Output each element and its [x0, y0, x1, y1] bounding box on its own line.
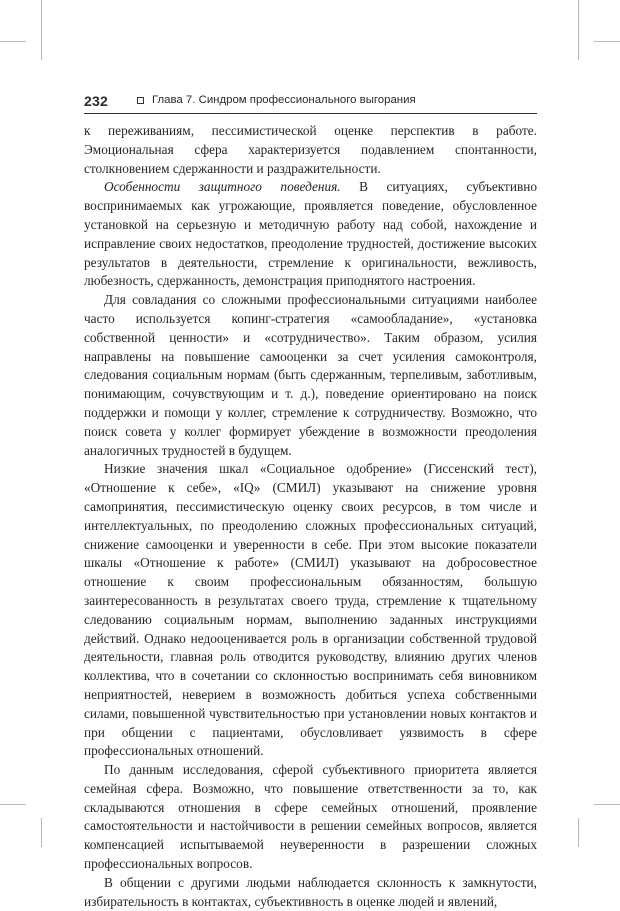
crop-mark-bottom-left-horizontal	[0, 804, 26, 805]
paragraph-text: Низкие значения шкал «Социальное одобрение» (Гиссенский тест), «Отношение к себе», «IQ» (СМИЛ) указывают на снижение уровня самопринятия, пессимистическую оценку своих ресурсов, в том числе и интеллектуальных, по преодолению сложных профессиональных ситуаций, снижение самооценки и уверенности в себе. При этом высокие показатели шкалы «Отношение к работе» (СМИЛ) указывают на добросовестное отношение к своим профессиональным обязанностям, большую заинтересованность в результатах своего труда, стремление к тщательному следованию социальным нормам, выполнению заданных инструкциями действий. Однако недооценивается роль в организации собственной трудовой деятельности, главная роль отводится руководству, влиянию других членов коллектива, что в сочетании со склонностью воспринимать себя виновником неприятностей, неверием в возможность добиться успеха собственными силами, повышенной чувствительностью при установлении новых контактов и при общении с пациентами, обусловливает уязвимость в сфере профессиональных отношений.	[84, 461, 537, 759]
crop-mark-top-left-vertical	[41, 0, 42, 60]
paragraph	[84, 122, 537, 178]
crop-mark-top-right-vertical	[578, 0, 579, 60]
paragraph	[84, 178, 537, 291]
paragraph	[84, 761, 537, 874]
paragraph-text: В общении с другими людьми наблюдается склонность к замкнутости, избирательность в контактах, субъективность в оценке людей и явлений,	[84, 874, 537, 909]
crop-mark-bottom-right-vertical	[578, 818, 579, 847]
paragraph-text: В ситуациях, субъективно воспринимаемых как угрожающие, проявляется поведение, обусловленное установкой на серьезную и методичную работу над собой, нахождение и исправление своих недостатков, преодоление трудностей, достижение высоких результатов в деятельности, стремление к оригинальности, вежливость, любезность, сдержанность, демонстрация приподнятого настроения.	[84, 179, 538, 289]
header-rule	[84, 113, 537, 114]
paragraph-text: к переживаниям, пессимистической оценке перспектив в работе. Эмоциональная сфера характеризуется подавлением спонтанности, столкновением сдержанности и раздражительности.	[84, 123, 537, 176]
paragraph-text: Для совладания со сложными профессиональными ситуациями наиболее часто используется копинг-стратегия «самообладание», «установка собственной ценности» и «сотрудничество». Таким образом, усилия направлены на повышение самооценки за счет усиления самоконтроля, следования социальным нормам (быть сдержанным, терпеливым, заботливым, понимающим, сочувствующим и т. д.), поведение ориентировано на поиск поддержки и помощи у коллег, стремление к сотрудничеству. Возможно, что поиск совета у коллег формирует убеждение в возможности преодоления аналогичных трудностей в будущем.	[84, 292, 537, 458]
paragraph-text: По данным исследования, сферой субъективного приоритета является семейная сфера. Возможно, что повышение ответственности за то, как складываются отношения в сфере семейных отношений, проявление самостоятельности и настойчивости в решении семейных вопросов, является компенсацией испытываемой неуверенности в разрешении сложных профессиональных вопросов.	[84, 762, 537, 872]
square-bullet-icon	[137, 97, 144, 104]
crop-mark-top-right-horizontal	[594, 41, 620, 42]
paragraph-lead: Особенности защитного поведения.	[104, 179, 341, 195]
crop-mark-top-left-horizontal	[0, 41, 26, 42]
crop-mark-bottom-left-vertical	[41, 818, 42, 847]
paragraph	[84, 460, 537, 761]
paragraph	[84, 291, 537, 460]
page-number: 232	[84, 93, 108, 109]
paragraph	[84, 874, 537, 911]
crop-mark-bottom-right-horizontal	[594, 804, 620, 805]
chapter-title: Глава 7. Синдром профессионального выгорания	[152, 94, 416, 106]
running-header	[84, 93, 537, 113]
page-body	[84, 122, 537, 911]
